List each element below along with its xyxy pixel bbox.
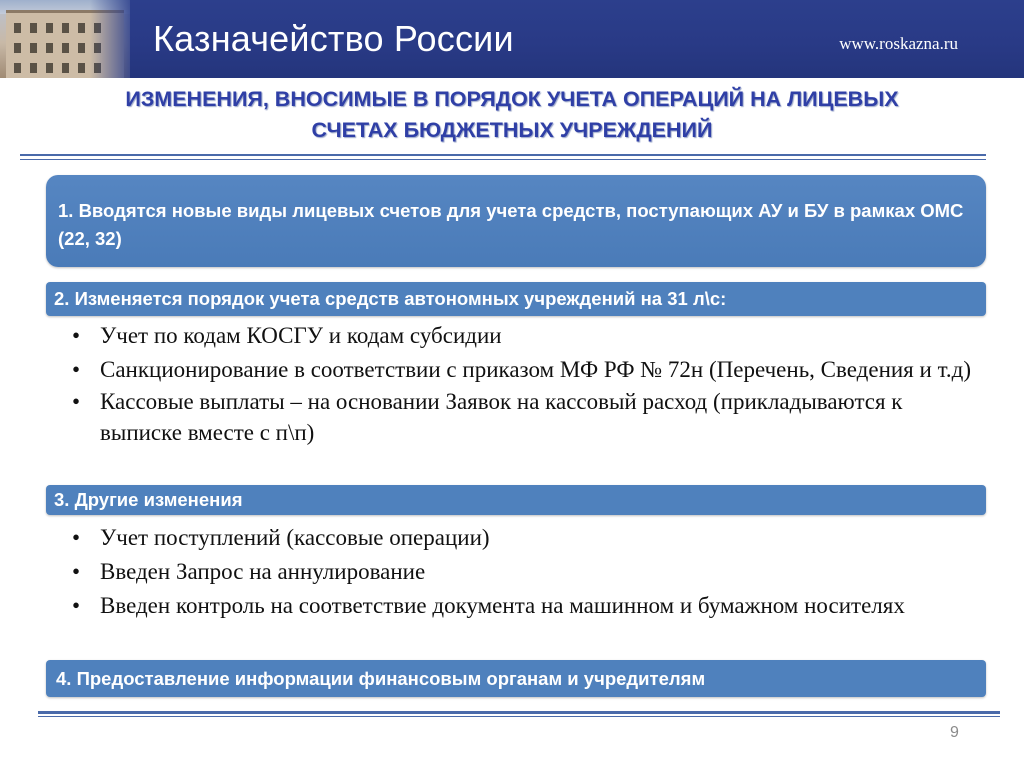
footer-divider-bottom [38, 716, 1000, 717]
list-item: • Введен контроль на соответствие документа на машинном и бумажном носителях [72, 590, 984, 621]
section-4-box [46, 660, 986, 697]
section-3-heading: 3. Другие изменения [54, 489, 243, 510]
footer-divider-top [38, 711, 1000, 714]
bullet-icon: • [72, 357, 81, 382]
website-link[interactable]: www.roskazna.ru [839, 34, 958, 53]
bullet-icon: • [72, 593, 81, 618]
list-item: • Учет по кодам КОСГУ и кодам субсидии [72, 320, 984, 351]
section-1-heading: 1. Вводятся новые виды лицевых счетов для учета средств, поступающих АУ и БУ в рамках ОМС (22, 32) [58, 200, 964, 249]
section-3-box [46, 485, 986, 515]
section-4-heading: 4. Предоставление информации финансовым органам и учредителям [56, 668, 706, 689]
bullet-icon: • [72, 389, 81, 414]
title-divider-bottom [20, 159, 986, 160]
slide-title-line2: СЧЕТАХ БЮДЖЕТНЫХ УЧРЕЖДЕНИЙ [311, 118, 713, 142]
slide-title [20, 84, 1004, 146]
list-item: • Введен Запрос на аннулирование [72, 556, 984, 587]
brand-title: Казначейство России [153, 18, 514, 59]
section-2-list [72, 320, 984, 448]
list-item: • Кассовые выплаты – на основании Заявок на кассовый расход (прикладываются к выписке вместе с п\п) [72, 386, 984, 448]
section-2-box [46, 282, 986, 316]
section-1-box [46, 175, 986, 267]
page-number: 9 [950, 724, 959, 741]
bullet-icon: • [72, 323, 81, 348]
section-3-list [72, 522, 984, 624]
list-item: • Санкционирование в соответствии с приказом МФ РФ № 72н (Перечень, Сведения и т.д) [72, 354, 984, 385]
bullet-icon: • [72, 525, 81, 550]
header-bar [0, 0, 1024, 78]
section-2-heading: 2. Изменяется порядок учета средств автономных учреждений на 31 л\с: [54, 288, 727, 309]
bullet-icon: • [72, 559, 81, 584]
slide-title-line1: ИЗМЕНЕНИЯ, ВНОСИМЫЕ В ПОРЯДОК УЧЕТА ОПЕРАЦИЙ НА ЛИЦЕВЫХ [125, 87, 899, 111]
title-divider-top [20, 154, 986, 156]
building-photo [0, 0, 130, 78]
list-item: • Учет поступлений (кассовые операции) [72, 522, 984, 553]
